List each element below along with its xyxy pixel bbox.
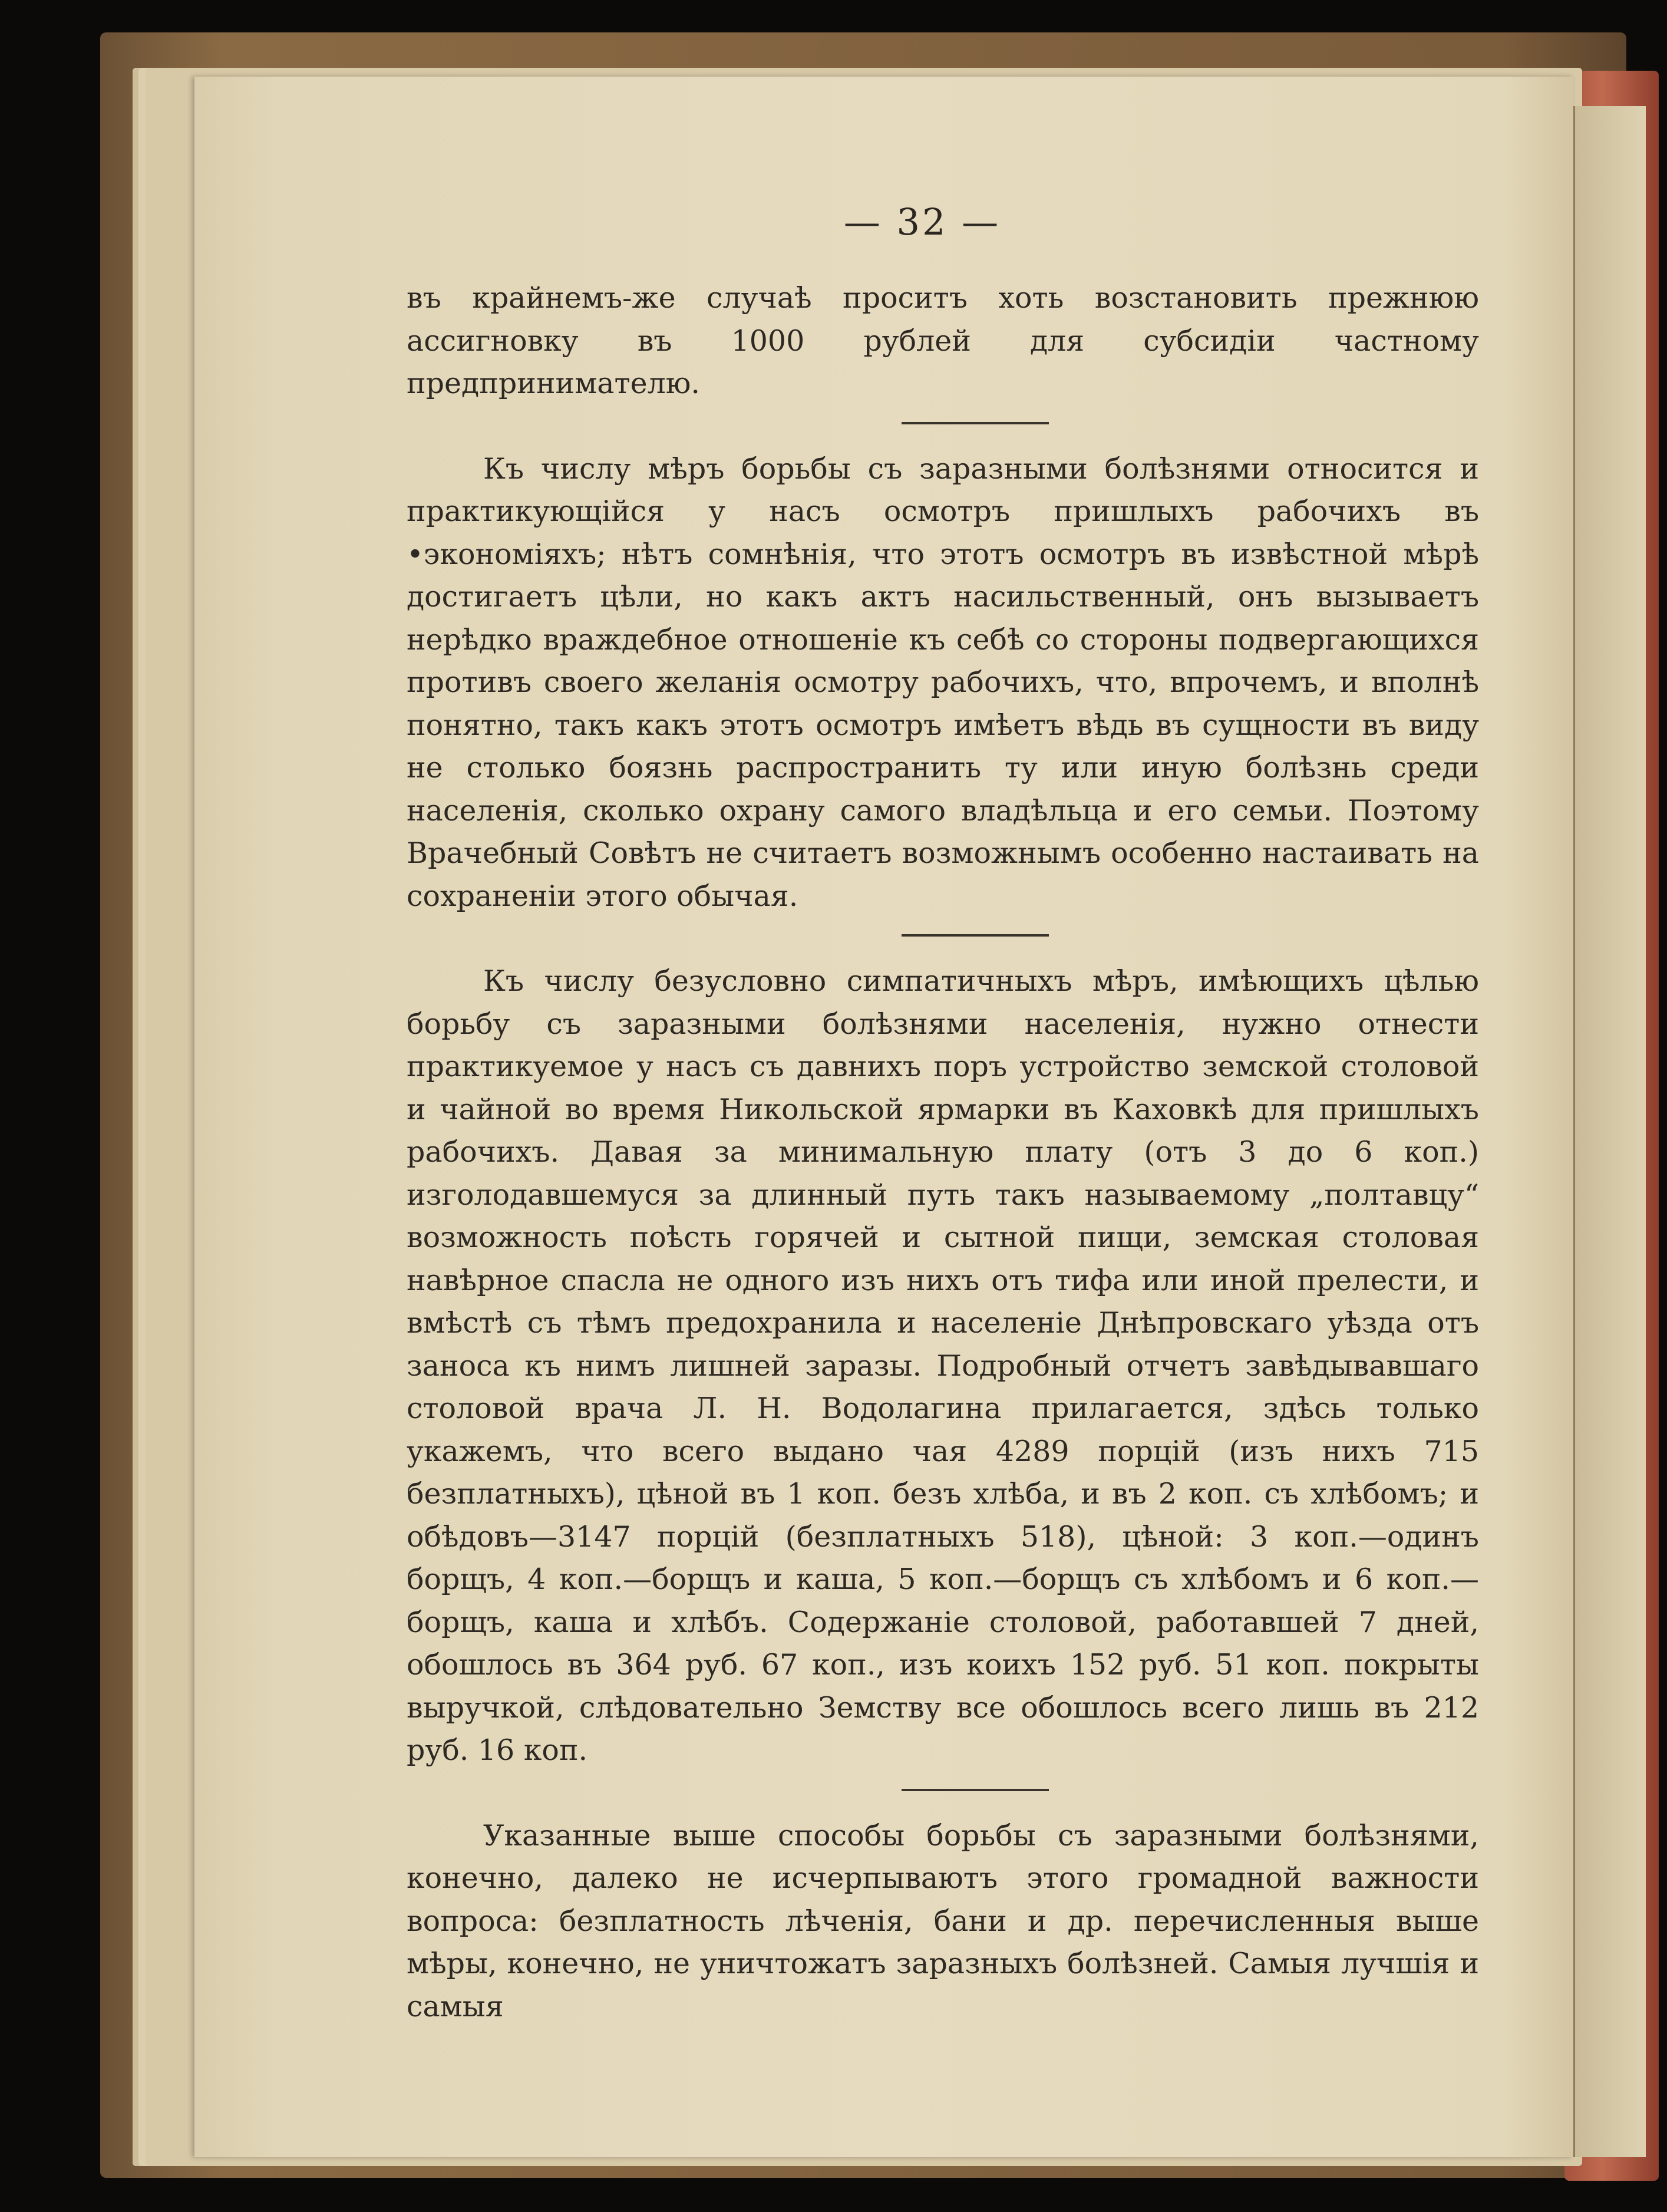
paragraph-continued: въ крайнемъ-же случаѣ проситъ хоть возстановить прежнюю ассигновку въ 1000 рублей для субсидіи частному предпринимателю.	[407, 281, 1479, 400]
paragraph-conclusion: Указанные выше способы борьбы съ заразными болѣзнями, конечно, далеко не исчерпываютъ этого громадной важности вопроса: безплатность лѣченія, бани и др. перечисленныя выше мѣры, конечно, не уничтожатъ заразныхъ болѣзней. Самыя лучшія и самыя	[407, 1818, 1479, 2023]
paragraph-canteen: Къ числу безусловно симпатичныхъ мѣръ, имѣющихъ цѣлью борьбу съ заразными болѣзнями населенія, нужно отнести практикуемое у насъ съ давнихъ поръ устройство земской столовой и чайной во время Никольской ярмарки въ Каховкѣ для пришлыхъ рабочихъ. Давая за минимальную плату (отъ 3 до 6 коп.) изголодавшемуся за длинный путь такъ называемому „полтавцу“ возможность поѣсть горячей и сытной пищи, земская столовая навѣрное спасла не одного изъ нихъ отъ тифа или иной прелести, и вмѣстѣ съ тѣмъ предохранила и населеніе Днѣпровскаго уѣзда отъ заноса къ нимъ лишней заразы. Подробный отчетъ завѣдывавшаго столовой врача Л. Н. Водолагина прилагается, здѣсь только укажемъ, что всего выдано чая 4289 порцій (изъ нихъ 715 безплатныхъ), цѣной въ 1 коп. безъ хлѣба, и въ 2 коп. съ хлѣбомъ; и обѣдовъ—3147 порцій (безплатныхъ 518), цѣной: 3 коп.—одинъ борщъ, 4 коп.—борщъ и каша, 5 коп.—борщъ съ хлѣбомъ и 6 коп.—борщъ, каша и хлѣбъ. Содержаніе столовой, работавшей 7 дней, обошлось въ 364 руб. 67 коп., изъ коихъ 152 руб. 51 коп. покрыты выручкой, слѣдовательно Земству все обошлось всего лишь въ 212 руб. 16 коп.	[407, 964, 1479, 1767]
section-divider	[902, 422, 1049, 424]
paragraph-inspection: Къ числу мѣръ борьбы съ заразными болѣзнями относится и практикующійся у насъ осмотръ пришлыхъ рабочихъ въ •экономіяхъ; нѣтъ сомнѣнія, что этотъ осмотръ въ извѣстной мѣрѣ достигаетъ цѣли, но какъ актъ насильственный, онъ вызываетъ нерѣдко враждебное отношеніе къ себѣ со стороны подвергающихся противъ своего желанія осмотру рабочихъ, что, впрочемъ, и вполнѣ понятно, такъ какъ этотъ осмотръ имѣетъ вѣдь въ сущности въ виду не столько боязнь распространить ту или иную болѣзнь среди населенія, сколько охрану самого владѣльца и его семьи. Поэтому Врачебный Совѣтъ не считаетъ возможнымъ особенно настаивать на сохраненіи этого обычая.	[407, 451, 1479, 913]
section-divider	[902, 934, 1049, 937]
page-text	[407, 277, 1479, 2028]
page-number: — 32 —	[843, 200, 1001, 243]
section-divider	[902, 1789, 1049, 1791]
facing-page-edge	[1573, 106, 1646, 2157]
